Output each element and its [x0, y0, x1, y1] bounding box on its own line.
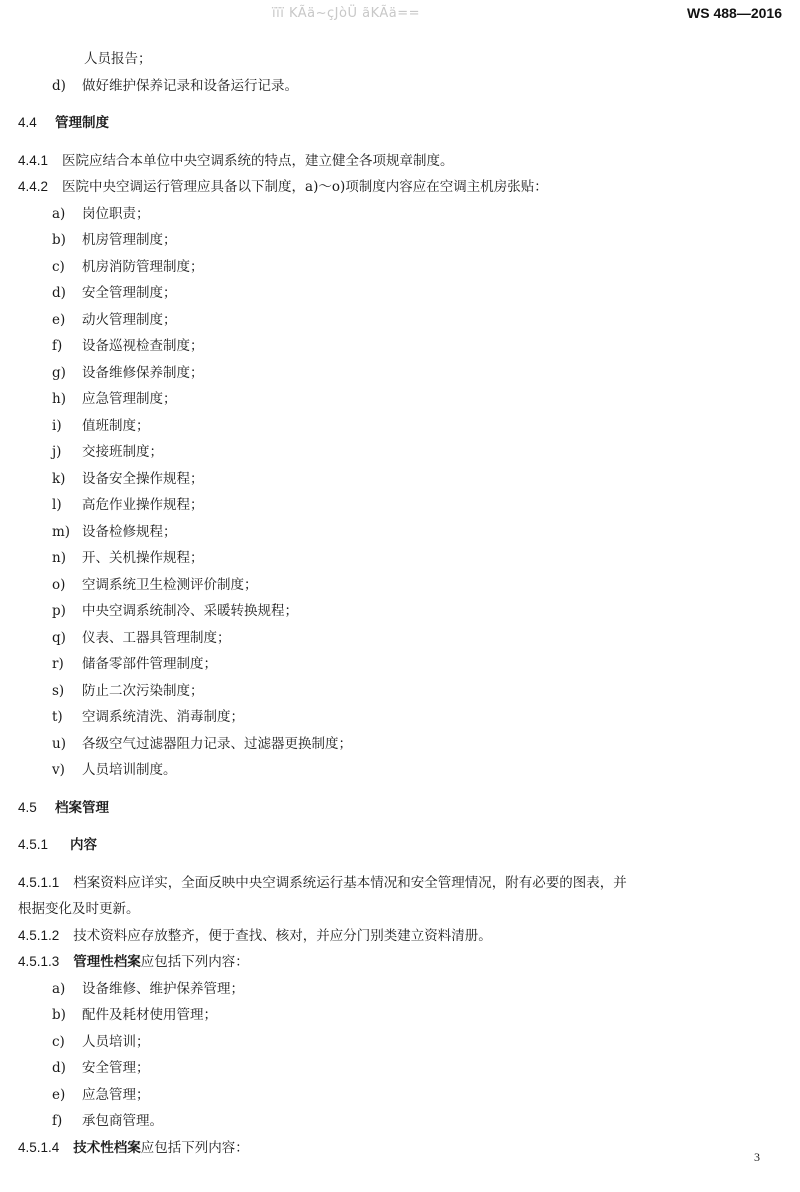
list-item	[18, 439, 788, 466]
list-item	[18, 545, 788, 572]
list-item	[18, 519, 788, 546]
subsection-heading-4-5-1	[18, 832, 788, 859]
clause-text: 技术资料应存放整齐，便于查找、核对，并应分门别类建立资料清册。	[73, 927, 492, 944]
list-item	[18, 757, 788, 784]
list-item-text: 中央空调系统制冷、采暖转换规程；	[82, 603, 298, 619]
list-item-label: k)	[52, 470, 66, 487]
clause-number: 4.4.1	[18, 152, 49, 168]
list-item-label: d)	[52, 285, 66, 301]
list-item-text: 应急管理制度；	[82, 391, 177, 407]
list-item	[18, 976, 788, 1003]
list-item-label: e)	[52, 1086, 66, 1103]
list-item	[18, 254, 788, 281]
list-item	[18, 731, 788, 758]
list-item-text: 交接班制度；	[82, 444, 163, 460]
list-item-label: b)	[52, 232, 66, 248]
list-item	[18, 1002, 788, 1029]
list-item-text: 人员培训制度。	[82, 762, 177, 778]
list-item	[18, 704, 788, 731]
section-heading-4-5	[18, 795, 788, 822]
section-number: 4.4	[18, 115, 37, 130]
clause-text-continuation	[18, 896, 788, 923]
header-watermark: ïïï KÃä~çJòÜ ãKÃä==	[272, 6, 421, 21]
list-item-text: 各级空气过滤器阻力记录、过滤器更换制度；	[82, 735, 352, 752]
section-heading-4-4	[18, 110, 788, 137]
list-item-text: 安全管理；	[82, 1060, 150, 1076]
clause-bold-term: 技术性档案	[73, 1139, 141, 1156]
clause-number: 4.5.1.2	[18, 927, 60, 943]
clause-4-5-1-1	[18, 870, 788, 897]
list-item-label: b)	[52, 1007, 66, 1023]
list-item	[18, 598, 788, 625]
clause-number: 4.4.2	[18, 179, 49, 194]
list-item-text: 动火管理制度；	[82, 311, 177, 328]
list-item-text: 设备安全操作规程；	[82, 470, 204, 487]
list-item-label: l)	[52, 497, 62, 513]
list-item-label: v)	[52, 762, 65, 778]
list-item	[18, 386, 788, 413]
list-item-text: 机房消防管理制度；	[82, 258, 204, 275]
list-item-text: 岗位职责；	[82, 205, 150, 222]
archive-list	[18, 976, 788, 1135]
list-item	[18, 333, 788, 360]
list-item-label: s)	[52, 682, 65, 699]
subsection-title: 内容	[70, 837, 97, 853]
list-item-label: p)	[52, 603, 66, 619]
clause-4-5-1-2	[18, 923, 788, 950]
list-item-text: 安全管理制度；	[82, 285, 177, 301]
clause-text: 档案资料应详实，全面反映中央空调系统运行基本情况和安全管理情况，附有必要的图表，并	[73, 874, 627, 891]
page-content	[18, 46, 788, 1161]
list-item-label: e)	[52, 311, 66, 328]
list-item	[18, 227, 788, 254]
clause-4-5-1-4	[18, 1135, 788, 1162]
list-item-text: 承包商管理。	[82, 1113, 163, 1129]
list-item-label: q)	[52, 629, 66, 646]
clause-4-5-1-3	[18, 949, 788, 976]
list-item	[18, 73, 788, 100]
list-item-text: 设备检修规程；	[82, 523, 177, 540]
clause-text: 根据变化及时更新。	[18, 901, 140, 917]
list-item-label: a)	[52, 205, 66, 222]
list-item-text: 空调系统卫生检测评价制度；	[82, 576, 258, 593]
regulation-list	[18, 201, 788, 784]
clause-bold-term: 管理性档案	[73, 954, 141, 970]
list-item-text: 高危作业操作规程；	[82, 497, 204, 513]
list-item-label: t)	[52, 709, 63, 725]
list-item-text: 空调系统清洗、消毒制度；	[82, 709, 244, 725]
list-item-label: f)	[52, 1113, 63, 1129]
list-item-text: 应急管理；	[82, 1086, 150, 1103]
list-item	[18, 1108, 788, 1135]
list-item-label: r)	[52, 656, 64, 672]
section-number: 4.5	[18, 799, 37, 815]
section-title: 管理制度	[55, 115, 109, 131]
list-item-text: 机房管理制度；	[82, 232, 177, 248]
list-item-label: j)	[52, 444, 62, 460]
list-item	[18, 307, 788, 334]
list-item-text: 防止二次污染制度；	[82, 682, 204, 699]
list-item	[18, 280, 788, 307]
clause-number: 4.5.1.4	[18, 1139, 60, 1155]
list-item	[18, 678, 788, 705]
list-item-text: 配件及耗材使用管理；	[82, 1007, 217, 1023]
clause-4-4-2	[18, 174, 788, 201]
list-item-label: i)	[52, 417, 62, 434]
list-item	[18, 1055, 788, 1082]
list-item-text: 储备零部件管理制度；	[82, 656, 217, 672]
list-item-label: n)	[52, 550, 66, 566]
clause-text: 应包括下列内容：	[140, 1139, 249, 1156]
clause-text: 医院中央空调运行管理应具备以下制度，a)～o)项制度内容应在空调主机房张贴：	[62, 179, 548, 195]
document-code: WS 488—2016	[687, 5, 782, 21]
clause-text: 医院应结合本单位中央空调系统的特点，建立健全各项规章制度。	[62, 152, 454, 169]
list-item-text: 值班制度；	[82, 417, 150, 434]
list-item	[18, 651, 788, 678]
page-number: 3	[754, 1150, 760, 1164]
list-item	[18, 1029, 788, 1056]
list-item	[18, 625, 788, 652]
list-item-text: 人员培训；	[82, 1033, 150, 1050]
section-title: 档案管理	[55, 799, 109, 816]
list-item-text: 人员报告；	[84, 51, 152, 67]
list-item	[18, 413, 788, 440]
list-item-label: a)	[52, 980, 66, 997]
list-item-label: f)	[52, 338, 63, 354]
list-item-label: u)	[52, 735, 66, 752]
list-item-label: m)	[52, 523, 71, 540]
list-item-continuation	[18, 46, 788, 73]
list-item-label: d)	[52, 77, 66, 94]
list-item-text: 开、关机操作规程；	[82, 550, 204, 566]
list-item-text: 设备巡视检查制度；	[82, 338, 204, 354]
clause-number: 4.5.1.3	[18, 954, 60, 969]
list-item-label: c)	[52, 258, 65, 275]
subsection-number: 4.5.1	[18, 837, 49, 852]
list-item-text: 仪表、工器具管理制度；	[82, 629, 231, 646]
list-item-label: g)	[52, 364, 66, 381]
list-item	[18, 201, 788, 228]
list-item	[18, 466, 788, 493]
list-item-label: c)	[52, 1033, 65, 1050]
list-item-label: d)	[52, 1060, 66, 1076]
list-item-label: o)	[52, 576, 66, 593]
list-item-text: 设备维修、维护保养管理；	[82, 980, 244, 997]
list-item-text: 设备维修保养制度；	[82, 364, 204, 381]
list-item-text: 做好维护保养记录和设备运行记录。	[82, 77, 298, 94]
list-item	[18, 572, 788, 599]
list-item	[18, 492, 788, 519]
list-item-label: h)	[52, 391, 66, 407]
clause-text: 应包括下列内容：	[140, 954, 249, 970]
clause-4-4-1	[18, 148, 788, 175]
list-item	[18, 1082, 788, 1109]
clause-number: 4.5.1.1	[18, 874, 60, 890]
list-item	[18, 360, 788, 387]
